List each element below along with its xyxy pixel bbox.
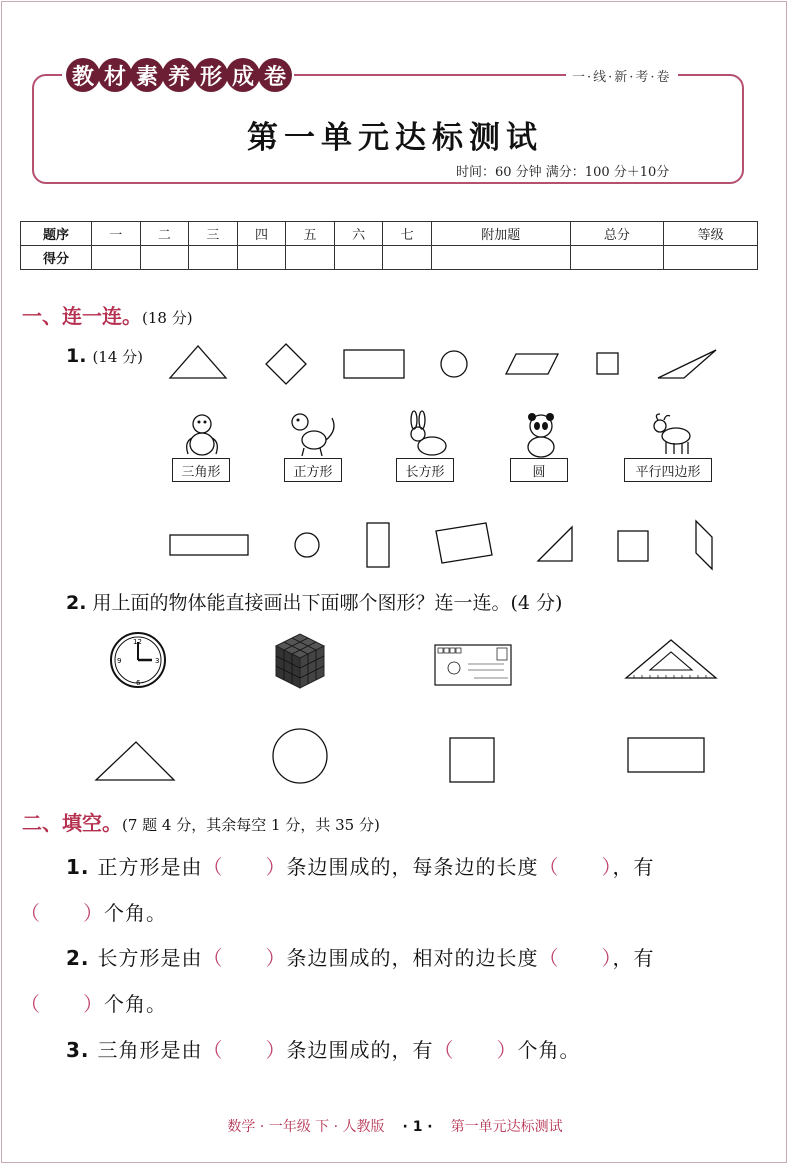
item-number: 1. [66, 855, 90, 879]
series-char: 养 [162, 58, 196, 92]
rectangle-shape[interactable] [344, 350, 404, 378]
table-header-cell: 二 [140, 222, 189, 246]
section1-title [22, 300, 193, 329]
fill-item-2 [66, 942, 655, 971]
set-square-icon [624, 636, 718, 682]
label-box[interactable]: 长方形 [396, 458, 454, 482]
goat-icon [650, 412, 696, 458]
label-box[interactable]: 三角形 [172, 458, 230, 482]
series-char: 素 [130, 58, 164, 92]
page-title: 第一单元达标测试 [247, 120, 543, 156]
rectangle-shape[interactable] [367, 523, 389, 567]
rectangle-shape[interactable] [170, 535, 248, 555]
shape-row-top [160, 340, 740, 390]
shape-row-bottom [160, 515, 740, 575]
parallelogram-shape[interactable] [696, 521, 712, 569]
table-header-cell: 五 [286, 222, 335, 246]
q2-number: 2. [66, 592, 87, 614]
rabbit-icon [400, 410, 450, 458]
item-text[interactable]: （ ）个角。 [20, 992, 167, 1016]
q2-text: 用上面的物体能直接画出下面哪个图形？连一连。(4 分) [92, 592, 563, 614]
page-footer [0, 1116, 790, 1136]
table-header-cell: 六 [334, 222, 383, 246]
score-cell[interactable] [286, 246, 335, 270]
fill-item-2-cont [20, 988, 167, 1017]
score-cell[interactable] [570, 246, 664, 270]
time-info: 时间：60 分钟 满分：100 分＋10分 [456, 165, 670, 180]
score-table [20, 221, 758, 270]
monkey-icon [178, 410, 228, 458]
table-header-cell: 等级 [664, 222, 758, 246]
score-cell[interactable] [140, 246, 189, 270]
score-cell[interactable] [664, 246, 758, 270]
table-header-cell: 四 [237, 222, 286, 246]
svg-text:6: 6 [136, 679, 141, 687]
series-char: 成 [226, 58, 260, 92]
table-header-cell: 总分 [570, 222, 664, 246]
q2-label [66, 588, 562, 615]
page-number: · 1 · [402, 1119, 433, 1135]
q1-number: 1. [66, 345, 87, 367]
table-header-cell: 七 [383, 222, 432, 246]
section2-note: (7 题 4 分，其余每空 1 分，共 35 分) [122, 816, 380, 834]
triangle-shape[interactable] [170, 346, 226, 378]
triangle-shape[interactable] [538, 527, 572, 561]
series-tag: 一·线·新·考·卷 [566, 66, 678, 85]
square-shape[interactable] [597, 353, 618, 374]
fill-item-1 [66, 851, 655, 880]
series-char: 教 [66, 58, 100, 92]
square-shape[interactable] [618, 531, 648, 561]
svg-text:3: 3 [155, 657, 160, 665]
footer-chapter: 第一单元达标测试 [450, 1119, 563, 1135]
item-text[interactable]: 三角形是由（ ）条边围成的，有（ ）个角。 [97, 1038, 581, 1062]
target-shape-row [94, 728, 714, 786]
label-box[interactable]: 正方形 [284, 458, 342, 482]
item-number: 2. [66, 946, 90, 970]
circle-shape[interactable] [441, 351, 467, 377]
footer-book-info: 数学 · 一年级 下 · 人教版 [227, 1119, 385, 1135]
table-row [21, 246, 758, 270]
q1-score: (14 分) [92, 348, 144, 366]
section1-note: (18 分) [142, 309, 193, 327]
svg-text:12: 12 [133, 638, 142, 646]
series-char: 材 [98, 58, 132, 92]
triangle-shape[interactable] [658, 350, 716, 378]
item-text[interactable]: 长方形是由（ ）条边围成的，相对的边长度（ ），有 [97, 946, 655, 970]
item-number: 3. [66, 1038, 90, 1062]
circle-shape[interactable] [273, 729, 327, 783]
section1-title-text: 一、连一连。 [22, 304, 142, 328]
series-char: 形 [194, 58, 228, 92]
fill-item-1-cont [20, 897, 167, 926]
item-text[interactable]: （ ）个角。 [20, 901, 167, 925]
score-cell[interactable] [237, 246, 286, 270]
square-shape[interactable] [450, 738, 494, 782]
score-cell[interactable] [431, 246, 570, 270]
series-badge [62, 58, 294, 94]
table-header-cell: 附加题 [431, 222, 570, 246]
score-cell[interactable] [334, 246, 383, 270]
score-cell[interactable] [189, 246, 238, 270]
label-box[interactable]: 平行四边形 [624, 458, 712, 482]
q1-label [66, 345, 143, 367]
rubiks-cube-icon [270, 630, 330, 690]
clock-icon [108, 630, 168, 690]
table-row-head: 得分 [21, 246, 92, 270]
circle-shape[interactable] [295, 533, 319, 557]
series-char: 卷 [258, 58, 292, 92]
label-box[interactable]: 圆 [510, 458, 568, 482]
table-header-cell: 一 [92, 222, 141, 246]
rectangle-shape[interactable] [436, 523, 492, 563]
svg-text:9: 9 [117, 657, 122, 665]
section2-title [22, 807, 380, 836]
score-cell[interactable] [383, 246, 432, 270]
parallelogram-shape[interactable] [506, 354, 558, 374]
triangle-shape[interactable] [96, 742, 174, 780]
table-header-cell: 三 [189, 222, 238, 246]
rectangle-shape[interactable] [628, 738, 704, 772]
diamond-shape[interactable] [266, 344, 306, 384]
monkey-icon [286, 410, 342, 458]
fill-item-3 [66, 1034, 581, 1063]
envelope-icon [434, 644, 514, 688]
score-cell[interactable] [92, 246, 141, 270]
section2-title-text: 二、填空。 [22, 811, 122, 835]
panda-icon [516, 410, 566, 458]
item-text[interactable]: 正方形是由（ ）条边围成的，每条边的长度（ ），有 [97, 855, 655, 879]
table-row-head: 题序 [21, 222, 92, 246]
table-row [21, 222, 758, 246]
